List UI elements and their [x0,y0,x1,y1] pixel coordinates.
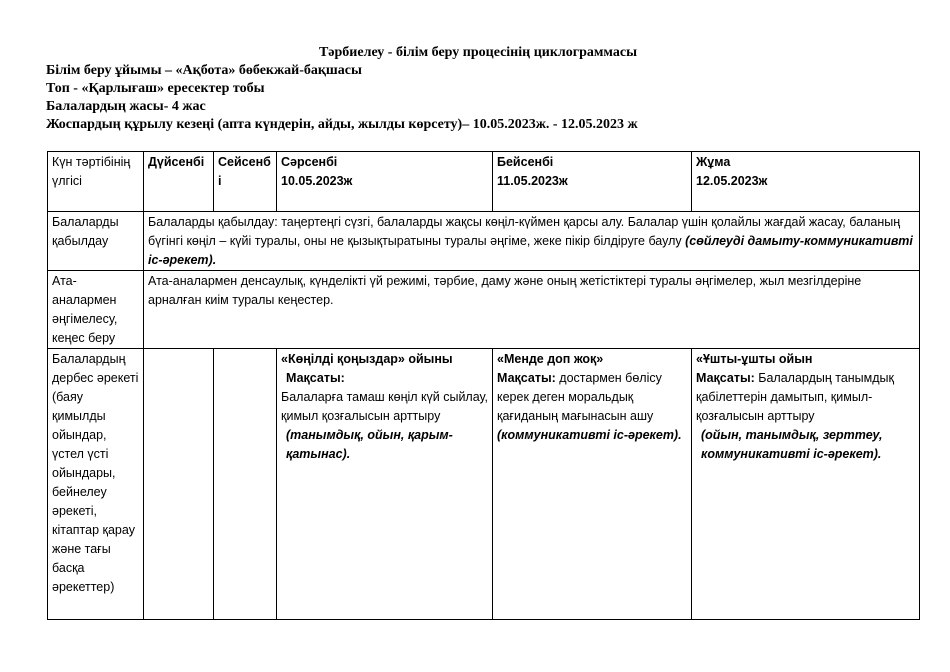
wednesday-date: 10.05.2023ж [281,174,353,188]
wednesday-goal-label: Мақсаты: [286,371,345,385]
thursday-game-title: «Менде доп жоқ» [497,352,604,366]
activity-thursday-cell [493,349,692,620]
friday-game-title: «Ұшты-ұшты ойын [696,352,813,366]
reception-label-cell: Балаларды қабылдау [48,212,144,271]
activity-label-cell: Балалардың дербес әрекеті (баяу қимылды ойындар, үстел үсті ойындары, бейнелеу әрекеті, кітаптар қарау және тағы басқа әрекеттер) [48,349,144,620]
thursday-goal-label: Мақсаты: [497,371,556,385]
header-tuesday-cell: Сейсенбі [214,152,277,212]
document-title: Тәрбиелеу - білім беру процесінің циклограммасы [318,45,638,60]
header-schedule-cell: Күн тәртібінің үлгісі [48,152,144,212]
activity-monday-cell [144,349,214,620]
wednesday-label: Сәрсенбі [281,155,338,169]
thursday-label: Бейсенбі [497,155,554,169]
group-line: Топ - «Қарлығаш» ересектер тобы [46,81,265,96]
friday-label: Жұма [696,155,731,169]
header-thursday-cell [493,152,692,212]
age-line: Балалардың жасы- 4 жас [46,99,206,114]
friday-goal-label: Мақсаты: [696,371,755,385]
table-row [48,212,920,271]
thursday-goal-text: достармен бөлісу керек деген моральдық қағиданың мағынасын ашу [497,371,662,423]
activity-friday-cell [692,349,920,620]
reception-content-cell [144,212,920,271]
wednesday-goal-text: Балаларға тамаш көңіл күй сыйлау, қимыл қозғалысын арттыру [281,390,489,423]
table-header-row [48,152,920,212]
wednesday-note: (танымдық, ойын, қарым-қатынас). [286,428,453,461]
table-row [48,271,920,349]
friday-date: 12.05.2023ж [696,174,768,188]
organization-line: Білім беру ұйымы – «Ақбота» бөбекжай-бақшасы [46,63,362,78]
reception-text: Балаларды қабылдау: таңертеңгі сүзгі, балаларды жақсы көңіл-күймен қарсы алу. Балалар үшін қолайлы жағдай жасау, баланың бүгінгі көңіл – күйі туралы, оны не қызықтыратыны туралы әңгіме, жеке пікір білдіруге баулу [148,215,901,248]
cyclogram-table [47,151,920,620]
activity-tuesday-cell [214,349,277,620]
table-row [48,349,920,620]
thursday-note: (коммуникативті іс-әрекет). [497,428,682,442]
header-friday-cell [692,152,920,212]
friday-note: (ойын, танымдық, зерттеу, коммуникативті іс-әрекет). [701,428,883,461]
period-line: Жоспардың құрылу кезеңі (апта күндерін, айды, жылды көрсету)– 10.05.2023ж. - 12.05.2023 ж [46,117,638,132]
parents-content-cell [144,271,920,349]
header-monday-cell: Дүйсенбі [144,152,214,212]
friday-goal-text: Балалардың танымдық қабілеттерін дамытып, қимыл-қозғалысын арттыру [696,371,895,423]
header-wednesday-cell [277,152,493,212]
parents-text: Ата-аналармен денсаулық, күнделікті үй режимі, тәрбие, даму және оның жетістіктері туралы әңгімелер, жыл мезгілдеріне арналған киім туралы кеңестер. [148,274,862,307]
activity-wednesday-cell [277,349,493,620]
reception-note: (сөйлеуді дамыту-коммуникативті іс-әрекет). [148,234,913,267]
parents-label-cell: Ата-аналармен әңгімелесу, кеңес беру [48,271,144,349]
wednesday-game-title: «Көңілді қоңыздар» ойыны [281,352,453,366]
thursday-date: 11.05.2023ж [497,174,568,188]
